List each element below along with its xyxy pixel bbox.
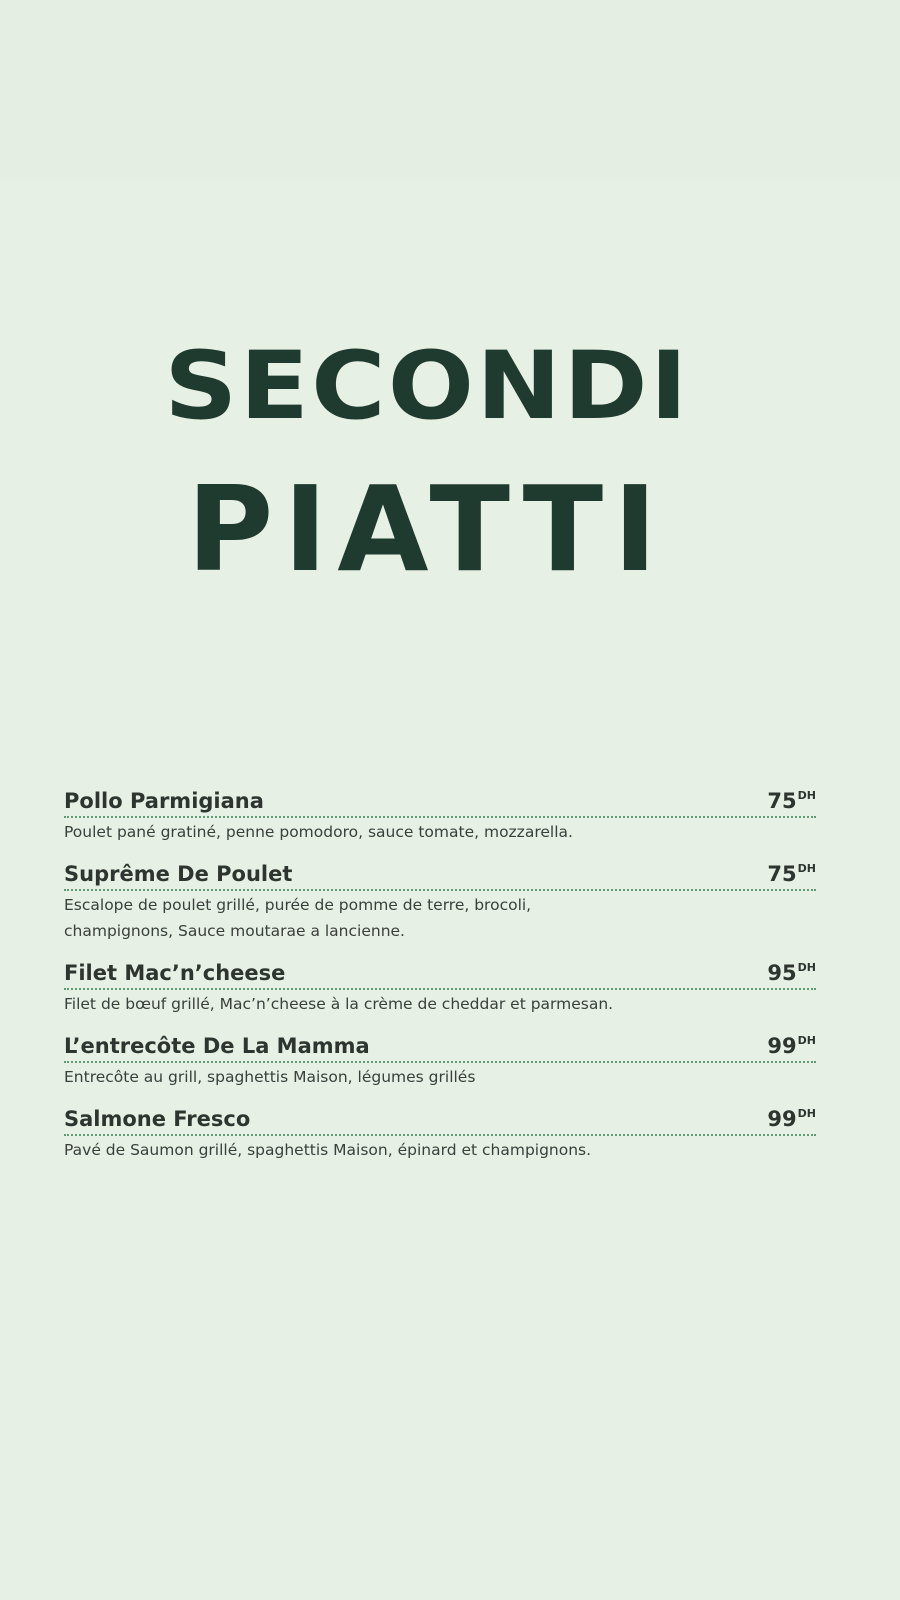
menu-item xyxy=(64,1100,816,1163)
menu-item xyxy=(64,954,816,1017)
menu-item-description: Pavé de Saumon grillé, spaghettis Maison, épinard et champignons. xyxy=(64,1141,592,1159)
menu-item-price xyxy=(767,855,816,888)
price-value: 75 xyxy=(767,789,797,813)
menu-item-header xyxy=(64,1100,816,1136)
price-currency: DH xyxy=(797,862,816,875)
top-band xyxy=(0,0,900,178)
price-currency: DH xyxy=(797,1034,816,1047)
menu-item-price xyxy=(767,782,816,815)
price-value: 99 xyxy=(767,1034,797,1058)
menu-item-description: Filet de bœuf grillé, Mac’n’cheese à la crème de cheddar et parmesan. xyxy=(64,995,614,1013)
menu-item-header xyxy=(64,782,816,818)
menu-item-name: Suprême De Poulet xyxy=(64,862,293,886)
price-currency: DH xyxy=(797,1107,816,1120)
menu-item-name: Salmone Fresco xyxy=(64,1107,251,1131)
menu-item xyxy=(64,782,816,845)
menu-item xyxy=(64,855,816,944)
menu-item-price xyxy=(767,1027,816,1060)
price-currency: DH xyxy=(797,961,816,974)
menu-item-header xyxy=(64,954,816,990)
menu-item xyxy=(64,1027,816,1090)
menu-item-header xyxy=(64,855,816,891)
menu-item-header xyxy=(64,1027,816,1063)
menu-item-name: Pollo Parmigiana xyxy=(64,789,264,813)
menu-item-description: Entrecôte au grill, spaghettis Maison, légumes grillés xyxy=(64,1068,476,1086)
menu-list xyxy=(64,782,816,1173)
price-currency: DH xyxy=(797,789,816,802)
menu-item-name: Filet Mac’n’cheese xyxy=(64,961,286,985)
menu-item-price xyxy=(767,954,816,987)
price-value: 95 xyxy=(767,961,797,985)
page-title-line1: SECONDI xyxy=(164,332,690,441)
menu-item-description: Escalope de poulet grillé, purée de pomme de terre, brocoli, champignons, Sauce moutarae a lancienne. xyxy=(64,896,532,940)
menu-item-description: Poulet pané gratiné, penne pomodoro, sauce tomate, mozzarella. xyxy=(64,823,573,841)
menu-item-name: L’entrecôte De La Mamma xyxy=(64,1034,370,1058)
price-value: 99 xyxy=(767,1107,797,1131)
price-value: 75 xyxy=(767,862,797,886)
menu-item-price xyxy=(767,1100,816,1133)
page-title-line2: PIATTI xyxy=(186,460,668,598)
